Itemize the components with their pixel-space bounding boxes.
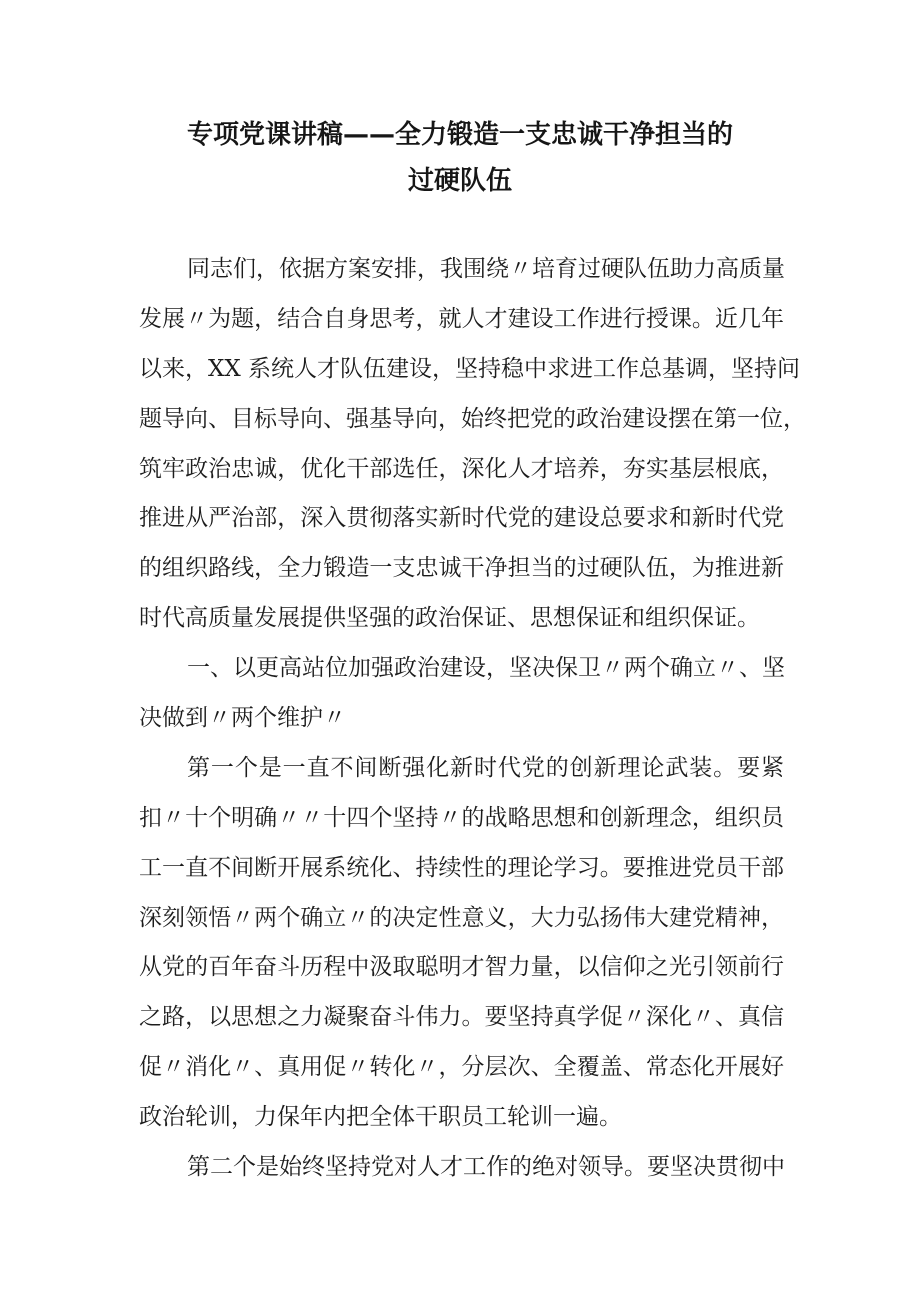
body-line: 筑牢政治忠诚，优化干部选任，深化人才培养，夯实基层根底， xyxy=(139,455,784,482)
body-line: 的组织路线，全力锻造一支忠诚干净担当的过硬队伍，为推进新 xyxy=(139,555,784,582)
body-line: 从党的百年奋斗历程中汲取聪明才智力量，以信仰之光引领前行 xyxy=(139,954,784,981)
body-line: 推进从严治部，深入贯彻落实新时代党的建设总要求和新时代党 xyxy=(139,505,784,532)
body-line: 深刻领悟〃两个确立〃的决定性意义，大力弘扬伟大建党精神， xyxy=(139,904,784,931)
body-line: 以来，XX 系统人才队伍建设，坚持稳中求进工作总基调，坚持问 xyxy=(139,355,801,382)
body-line: 同志们，依据方案安排，我围绕〃培育过硬队伍助力高质量 xyxy=(187,256,785,282)
body-line: 政治轮训，力保年内把全体干职员工轮训一遍。 xyxy=(139,1104,622,1131)
body-line: 之路，以思想之力凝聚奋斗伟力。要坚持真学促〃深化〃、真信 xyxy=(139,1004,784,1031)
body-line: 第一个是一直不间断强化新时代党的创新理论武装。要紧 xyxy=(187,754,784,781)
document-title-line-1: 专项党课讲稿——全力锻造一支忠诚干净担当的 xyxy=(186,120,733,150)
body-line: 时代高质量发展提供坚强的政治保证、思想保证和组织保证。 xyxy=(139,605,760,632)
body-line: 促〃消化〃、真用促〃转化〃，分层次、全覆盖、常态化开展好 xyxy=(139,1054,784,1081)
document-body xyxy=(139,245,806,1193)
body-line: 题导向、目标导向、强基导向，始终把党的政治建设摆在第一位， xyxy=(139,405,806,432)
body-line: 工一直不间断开展系统化、持续性的理论学习。要推进党员干部 xyxy=(139,854,784,881)
section-heading-line: 决做到〃两个维护〃 xyxy=(139,705,346,732)
body-line: 扣〃十个明确〃〃十四个坚持〃的战略思想和创新理念，组织员 xyxy=(139,804,784,831)
section-heading-line: 一、以更高站位加强政治建设，坚决保卫〃两个确立〃、坚 xyxy=(187,655,785,682)
body-line: 发展〃为题，结合自身思考，就人才建设工作进行授课。近几年 xyxy=(139,305,784,332)
body-line: 第二个是始终坚持党对人才工作的绝对领导。要坚决贯彻中 xyxy=(187,1154,785,1181)
document-title-line-2: 过硬队伍 xyxy=(407,166,512,196)
